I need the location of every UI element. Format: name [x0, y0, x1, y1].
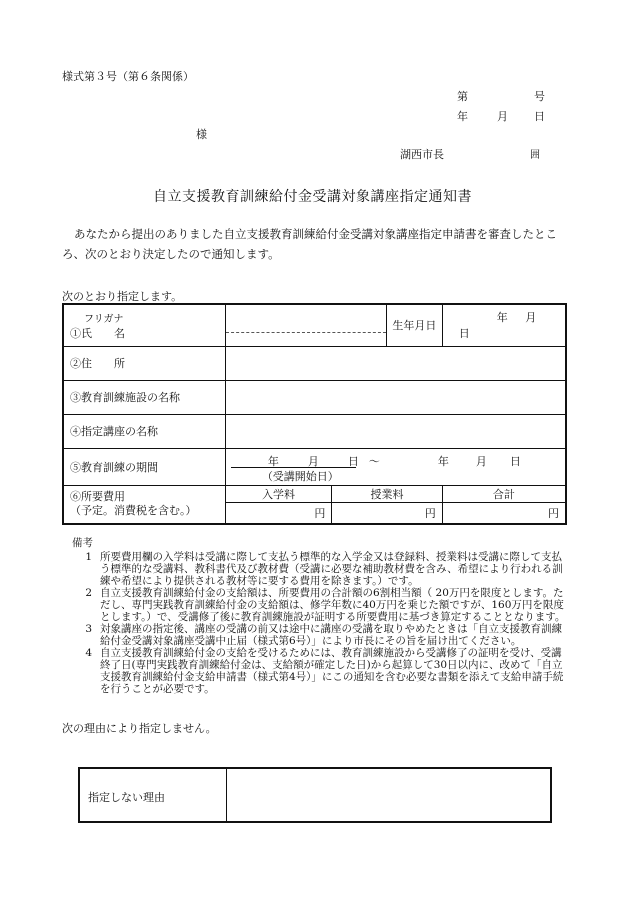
period-start-year-unit: 年 [267, 454, 279, 468]
date-month: 月 [497, 110, 508, 123]
issuer: 湖西市長 [400, 148, 444, 161]
not-designated-heading: 次の理由により指定しません。 [62, 722, 217, 735]
period-end-month-unit: 月 [475, 454, 487, 468]
period-start-month-unit: 月 [307, 454, 319, 468]
birthdate-input-cell[interactable] [442, 304, 566, 346]
total-amount-cell[interactable] [442, 502, 566, 524]
period-tilde: ～ [368, 454, 380, 468]
note-item [62, 587, 567, 623]
date-year: 年 [457, 110, 468, 123]
notes-heading: 備考 [72, 537, 93, 549]
document-title: 自立支援教育訓練給付金受講対象講座指定通知書 [153, 189, 472, 205]
note-number: 3 [85, 623, 92, 635]
facility-input-cell[interactable] [225, 380, 566, 414]
col-tuition: 授業料 [332, 485, 442, 502]
recipient-suffix: 様 [196, 128, 207, 141]
note-text: 所要費用欄の入学料は受講に際して支払う標準的な入学金又は登録料、授業料は受講に際して支払う標準的な受講料、教科書代及び教材費（受講に必要な補助教材費を含み、希望により行われる訓練や希望により提供される教材等に要する費用を除きます。）です。 [100, 551, 563, 587]
yen-unit-tuition: 円 [424, 506, 436, 520]
col-total: 合計 [442, 485, 566, 502]
period-input-cell[interactable] [225, 448, 566, 485]
birthdate-label: 生年月日 [387, 304, 443, 346]
reason-label-cell [80, 769, 227, 821]
period-end-year-unit: 年 [437, 454, 449, 468]
course-label: ④指定講座の名称 [63, 414, 225, 448]
period-start-day-unit: 日 [347, 454, 359, 468]
notes-section [62, 537, 567, 695]
seal-mark: 囲 [530, 150, 540, 161]
yen-unit-total: 円 [548, 506, 559, 520]
reason-box [78, 767, 552, 823]
name-input-cell[interactable] [225, 304, 386, 346]
note-item [62, 647, 567, 695]
note-item [62, 623, 567, 647]
note-number: 4 [85, 647, 92, 659]
form-id: 様式第３号（第６条関係） [62, 70, 194, 83]
reason-input-cell[interactable] [227, 769, 550, 821]
birth-year-unit: 年 [496, 311, 508, 325]
birth-month-unit: 月 [525, 311, 537, 325]
intro-paragraph: あなたから提出のありました自立支援教育訓練給付金受講対象講座指定申請書を審査したところ、次のとおり決定したので通知します。 [62, 227, 557, 261]
note-number: 1 [85, 551, 92, 563]
cost-note: （予定。消費税を含む。） [70, 504, 197, 518]
facility-label: ③教育訓練施設の名称 [63, 380, 225, 414]
note-item [62, 551, 567, 587]
address-label: ②住 所 [63, 346, 225, 380]
date-day: 日 [534, 110, 545, 123]
number-suffix: 号 [534, 90, 545, 103]
yen-unit-admission: 円 [314, 506, 326, 520]
furigana-label: フリガナ [84, 313, 124, 325]
cost-label-cell [63, 485, 225, 524]
birth-day-unit: 日 [458, 327, 470, 341]
reason-label: 指定しない理由 [88, 791, 165, 804]
designated-heading: 次のとおり指定します。 [62, 290, 183, 303]
admission-amount-cell[interactable] [225, 502, 332, 524]
name-label-cell [63, 304, 225, 346]
note-text: 対象講座の指定後、講座の受講の前又は途中に講座の受講を取りやめたときは「自立支援教育訓練給付金受講対象講座受講中止届（様式第6号）」により市長にその旨を届け出てください。 [100, 623, 562, 647]
address-input-cell[interactable] [225, 346, 566, 380]
period-label: ⑤教育訓練の期間 [63, 448, 225, 485]
tuition-amount-cell[interactable] [332, 502, 442, 524]
period-start-note: （受講開始日） [261, 469, 339, 483]
number-prefix: 第 [457, 90, 468, 103]
note-number: 2 [85, 587, 92, 599]
course-input-cell[interactable] [225, 414, 566, 448]
designation-table [62, 303, 567, 525]
note-text: 自立支援教育訓練給付金の支給を受けるためには、教育訓練施設から受講修了の証明を受け、受講終了日(専門実践教育訓練給付金は、支給額が確定した日)から起算して30日以内に、改めて「自立支援教育訓練給付金支給申請書（様式第4号）」にこの通知を含む必要な書類を添えて支給申請手続を行うことが必要です。 [100, 647, 564, 695]
cost-label: ⑥所要費用 [70, 490, 125, 504]
name-label: ①氏 名 [70, 326, 125, 340]
col-admission: 入学料 [225, 485, 332, 502]
period-end-day-unit: 日 [509, 454, 521, 468]
note-text: 自立支援教育訓練給付金の支給額は、所要費用の合計額の6割相当額（ 20万円を限度とします。ただし、専門実践教育訓練給付金の支給額は、修学年数に40万円を乗じた額ですが、160万円を限度とします。）で、受講修了後に教育訓練施設が証明する所要費用に基づき算定することとなります。 [100, 587, 566, 623]
